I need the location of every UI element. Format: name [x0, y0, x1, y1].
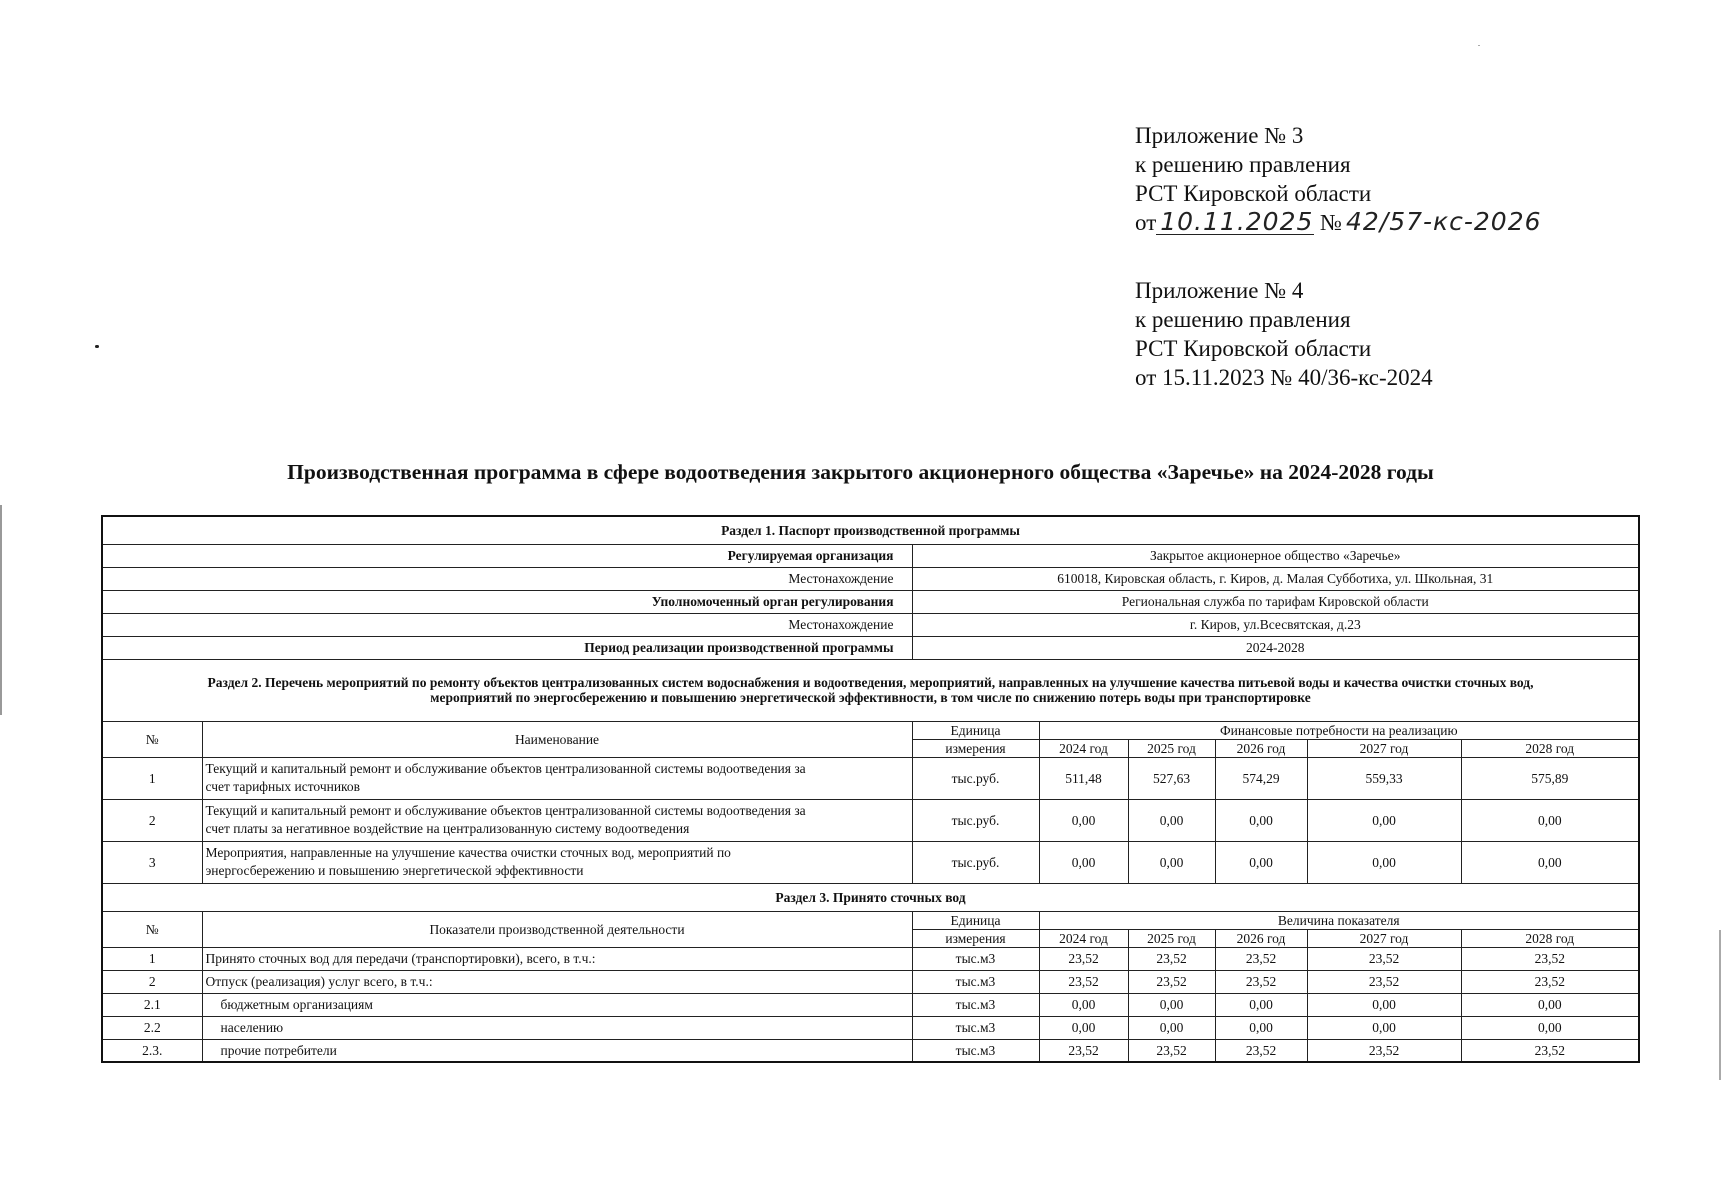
row-number: 2 — [102, 799, 202, 841]
row-name-line2: счет платы за негативное воздействие на централизованную систему водоотведения — [205, 821, 690, 836]
year-header: 2028 год — [1461, 739, 1639, 757]
row-value: 23,52 — [1461, 947, 1639, 970]
row-name: Отпуск (реализация) услуг всего, в т.ч.: — [202, 970, 912, 993]
row-value: 574,29 — [1215, 757, 1307, 799]
row-value: 0,00 — [1307, 841, 1461, 883]
row-value: 0,00 — [1461, 993, 1639, 1016]
row-value: 0,00 — [1461, 799, 1639, 841]
year-header: 2026 год — [1215, 929, 1307, 947]
row-number: 2.2 — [102, 1016, 202, 1039]
passport-row — [102, 567, 1639, 590]
row-name-line1: Текущий и капитальный ремонт и обслуживание объектов централизованной системы водоотведения за — [205, 803, 806, 818]
row-value: 23,52 — [1039, 1039, 1128, 1062]
row-name — [202, 841, 912, 883]
table-row — [102, 970, 1639, 993]
row-value: 0,00 — [1307, 1016, 1461, 1039]
passport-row — [102, 613, 1639, 636]
table-row — [102, 947, 1639, 970]
row-value: 23,52 — [1215, 970, 1307, 993]
row-unit: тыс.м3 — [912, 1039, 1039, 1062]
row-unit: тыс.руб. — [912, 841, 1039, 883]
col-group-header: Финансовые потребности на реализацию — [1039, 721, 1639, 739]
appendix-4-line2: к решению правления — [1135, 307, 1351, 332]
row-value: 23,52 — [1128, 947, 1215, 970]
row-name-line2: энергосбережению и повышению энергетической эффективности — [205, 863, 584, 878]
row-number: 1 — [102, 757, 202, 799]
row-name: бюджетным организациям — [202, 993, 912, 1016]
passport-value: 610018, Кировская область, г. Киров, д. Малая Субботиха, ул. Школьная, 31 — [912, 567, 1639, 590]
row-value: 23,52 — [1128, 970, 1215, 993]
table-row — [102, 1039, 1639, 1062]
row-value: 0,00 — [1461, 1016, 1639, 1039]
section1-heading-row — [102, 516, 1639, 544]
row-value: 0,00 — [1039, 841, 1128, 883]
row-value: 0,00 — [1215, 799, 1307, 841]
year-header: 2024 год — [1039, 929, 1128, 947]
col-unit-header: Единица — [912, 721, 1039, 739]
passport-value: Региональная служба по тарифам Кировской области — [912, 590, 1639, 613]
row-name-line1: Мероприятия, направленные на улучшение качества очистки сточных вод, мероприятий по — [205, 845, 731, 860]
passport-row — [102, 636, 1639, 659]
row-number: 2 — [102, 970, 202, 993]
year-header: 2028 год — [1461, 929, 1639, 947]
col-group-header: Величина показателя — [1039, 911, 1639, 929]
section1-heading: Раздел 1. Паспорт производственной программы — [102, 516, 1639, 544]
row-value: 23,52 — [1307, 1039, 1461, 1062]
year-header: 2025 год — [1128, 929, 1215, 947]
row-unit: тыс.м3 — [912, 1016, 1039, 1039]
row-number: 1 — [102, 947, 202, 970]
row-unit: тыс.руб. — [912, 757, 1039, 799]
scan-dot — [95, 345, 99, 348]
table-row — [102, 1016, 1639, 1039]
year-header: 2025 год — [1128, 739, 1215, 757]
table-body — [102, 516, 1639, 1062]
row-value: 23,52 — [1215, 1039, 1307, 1062]
col-unit-header-2: измерения — [912, 739, 1039, 757]
row-value: 23,52 — [1128, 1039, 1215, 1062]
row-value: 23,52 — [1307, 947, 1461, 970]
row-value: 0,00 — [1039, 799, 1128, 841]
table-row — [102, 757, 1639, 799]
handwritten-number: 42/57-кс-2026 — [1345, 207, 1542, 236]
passport-value: г. Киров, ул.Всесвятская, д.23 — [912, 613, 1639, 636]
row-value: 511,48 — [1039, 757, 1128, 799]
row-name — [202, 757, 912, 799]
scan-speck — [1478, 45, 1480, 46]
row-value: 23,52 — [1039, 970, 1128, 993]
passport-label: Регулируемая организация — [102, 544, 912, 567]
row-value: 0,00 — [1128, 1016, 1215, 1039]
row-number: 2.1 — [102, 993, 202, 1016]
row-value: 0,00 — [1128, 993, 1215, 1016]
col-number-header: № — [102, 911, 202, 947]
passport-value: 2024-2028 — [912, 636, 1639, 659]
appendix-3-line3: РСТ Кировской области — [1135, 181, 1372, 206]
year-header: 2026 год — [1215, 739, 1307, 757]
row-value: 0,00 — [1215, 841, 1307, 883]
row-value: 0,00 — [1128, 799, 1215, 841]
row-value: 23,52 — [1461, 970, 1639, 993]
passport-label: Период реализации производственной программы — [102, 636, 912, 659]
scan-edge-left — [0, 505, 2, 715]
row-value: 527,63 — [1128, 757, 1215, 799]
col-unit-header-2: измерения — [912, 929, 1039, 947]
section3-header-row-a — [102, 911, 1639, 929]
row-number: 3 — [102, 841, 202, 883]
row-value: 559,33 — [1307, 757, 1461, 799]
row-unit: тыс.м3 — [912, 993, 1039, 1016]
document-title: Производственная программа в сфере водоотведения закрытого акционерного общества «Заречье» на 2024-2028 годы — [287, 460, 1434, 484]
row-unit: тыс.м3 — [912, 947, 1039, 970]
production-program-table — [101, 515, 1640, 1063]
table-row — [102, 841, 1639, 883]
section2-heading-row — [102, 659, 1639, 721]
appendix-4-line1: Приложение № 4 — [1135, 278, 1304, 303]
appendix-3-from-prefix: от — [1135, 210, 1157, 235]
passport-value: Закрытое акционерное общество «Заречье» — [912, 544, 1639, 567]
col-name-header: Показатели производственной деятельности — [202, 911, 912, 947]
passport-row — [102, 590, 1639, 613]
row-name: прочие потребители — [202, 1039, 912, 1062]
appendix-3-line1: Приложение № 3 — [1135, 123, 1304, 148]
appendix-3-number-prefix: № — [1320, 210, 1342, 235]
year-header: 2027 год — [1307, 929, 1461, 947]
appendix-3-block — [1135, 121, 1575, 237]
appendix-3-line2: к решению правления — [1135, 152, 1351, 177]
row-value: 0,00 — [1307, 993, 1461, 1016]
row-value: 23,52 — [1215, 947, 1307, 970]
row-value: 0,00 — [1039, 1016, 1128, 1039]
handwritten-date: 10.11.2025 — [1156, 210, 1314, 235]
section3-heading-row — [102, 883, 1639, 911]
table-row — [102, 799, 1639, 841]
row-value: 0,00 — [1307, 799, 1461, 841]
passport-label: Местонахождение — [102, 613, 912, 636]
table-row — [102, 993, 1639, 1016]
row-number: 2.3. — [102, 1039, 202, 1062]
row-value: 23,52 — [1461, 1039, 1639, 1062]
row-value: 0,00 — [1215, 993, 1307, 1016]
appendix-4-line3: РСТ Кировской области — [1135, 336, 1372, 361]
appendix-4-line4: от 15.11.2023 № 40/36-кс-2024 — [1135, 365, 1433, 390]
row-name: Принято сточных вод для передачи (транспортировки), всего, в т.ч.: — [202, 947, 912, 970]
section2-heading-line2: мероприятий по энергосбережению и повышению энергетической эффективности, в том числе по снижению потерь воды при транспортировке — [430, 690, 1311, 705]
col-number-header: № — [102, 721, 202, 757]
section2-heading-line1: Раздел 2. Перечень мероприятий по ремонту объектов централизованных систем водоснабжения и водоотведения, мероприятий, направленных на улучшение качества питьевой воды и качества очистки сточных вод, — [207, 675, 1534, 690]
row-name — [202, 799, 912, 841]
passport-label: Местонахождение — [102, 567, 912, 590]
row-unit: тыс.м3 — [912, 970, 1039, 993]
col-unit-header: Единица — [912, 911, 1039, 929]
row-value: 0,00 — [1215, 1016, 1307, 1039]
row-value: 0,00 — [1461, 841, 1639, 883]
row-value: 0,00 — [1039, 993, 1128, 1016]
row-value: 23,52 — [1307, 970, 1461, 993]
section2-header-row-a — [102, 721, 1639, 739]
row-name: населению — [202, 1016, 912, 1039]
appendix-4-block — [1135, 276, 1433, 392]
section3-heading: Раздел 3. Принято сточных вод — [102, 883, 1639, 911]
row-name-line1: Текущий и капитальный ремонт и обслуживание объектов централизованной системы водоотведения за — [205, 761, 806, 776]
row-value: 0,00 — [1128, 841, 1215, 883]
year-header: 2027 год — [1307, 739, 1461, 757]
row-value: 23,52 — [1039, 947, 1128, 970]
passport-label: Уполномоченный орган регулирования — [102, 590, 912, 613]
section2-heading — [102, 659, 1639, 721]
appendix-3-decision-line — [1135, 208, 1575, 237]
passport-row — [102, 544, 1639, 567]
row-unit: тыс.руб. — [912, 799, 1039, 841]
row-value: 575,89 — [1461, 757, 1639, 799]
col-name-header: Наименование — [202, 721, 912, 757]
year-header: 2024 год — [1039, 739, 1128, 757]
row-name-line2: счет тарифных источников — [205, 779, 361, 794]
